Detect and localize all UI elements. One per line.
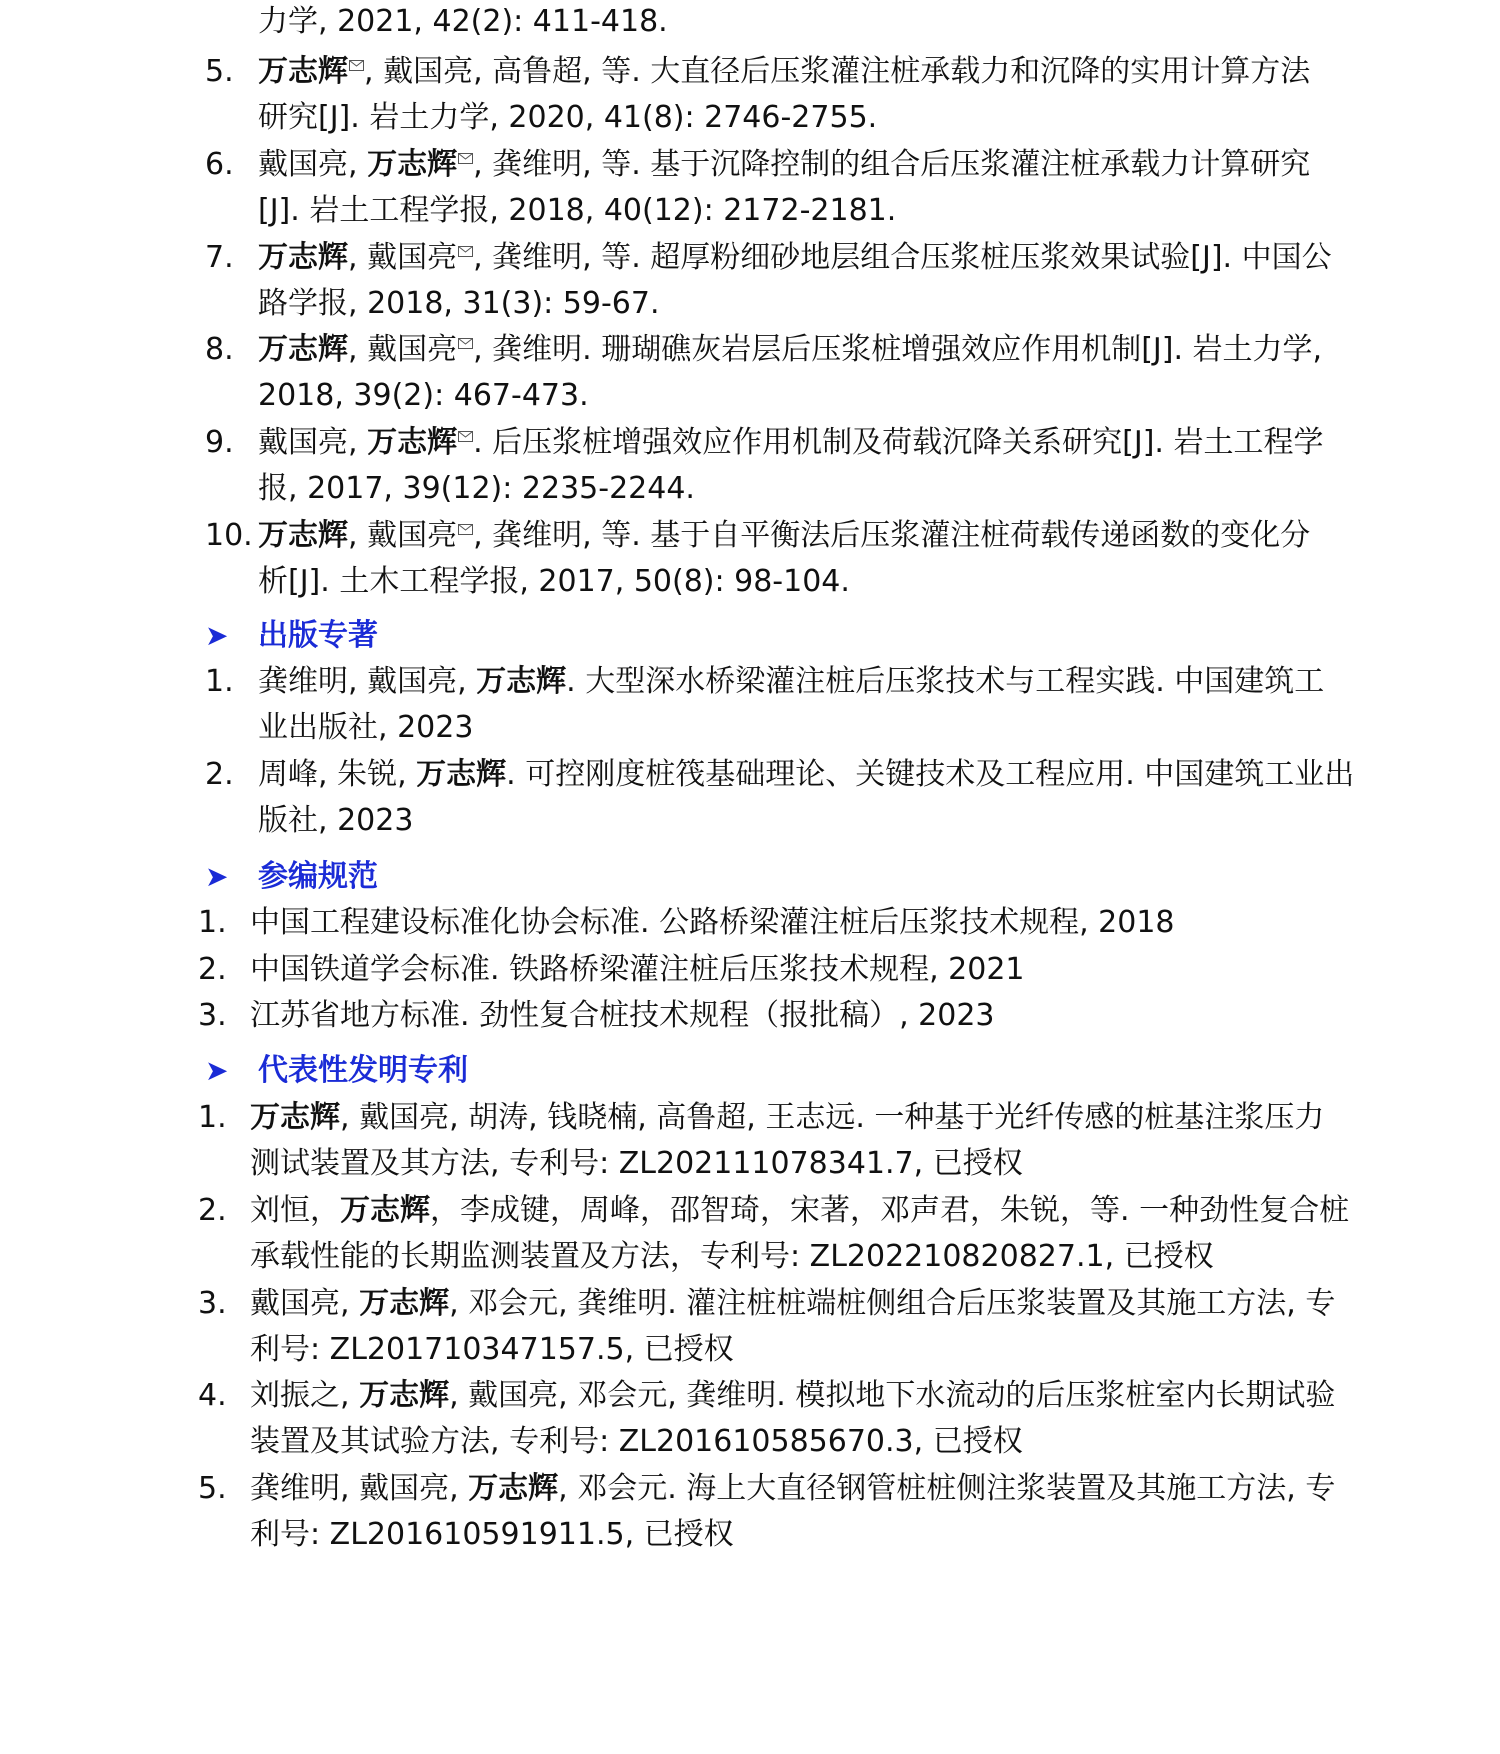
entry-line-2: 析[J]. 土木工程学报, 2017, 50(8): 98-104. <box>258 564 850 599</box>
entry-line-1 <box>258 139 1310 191</box>
entry-text: , 龚维明, 等. 超厚粉细砂地层组合压浆桩压浆效果试验[J]. 中国公 <box>473 240 1332 275</box>
author-highlight: 万志辉 <box>258 518 348 553</box>
author-highlight: 万志辉 <box>258 332 348 367</box>
entry-number: 3. <box>198 1286 227 1321</box>
entry-text: , 戴国亮 <box>348 240 458 275</box>
paper-entry <box>0 139 1500 243</box>
envelope-icon <box>349 60 364 71</box>
entry-number: 6. <box>205 147 234 182</box>
entry-text: . 后压浆桩增强效应作用机制及荷载沉降关系研究[J]. 岩土工程学 <box>473 425 1324 460</box>
entry-number: 2. <box>198 1193 227 1228</box>
continuation-line: 力学, 2021, 42(2): 411-418. <box>258 4 668 39</box>
entry-text: 龚维明, 戴国亮, <box>250 1471 469 1506</box>
entry-number: 5. <box>198 1471 227 1506</box>
entry-text: 刘振之, <box>250 1378 360 1413</box>
author-highlight: 万志辉 <box>258 54 348 89</box>
entry-number: 5. <box>205 54 234 89</box>
entry-line-1 <box>258 749 1354 801</box>
entry-text: 刘恒， <box>250 1193 340 1228</box>
entry-text: 戴国亮, <box>258 147 368 182</box>
envelope-icon <box>458 338 473 349</box>
entry-number: 1. <box>205 664 234 699</box>
entry-number: 4. <box>198 1378 227 1413</box>
envelope-icon <box>458 431 473 442</box>
patent-entry <box>0 1370 1500 1474</box>
author-highlight: 万志辉 <box>468 1471 559 1506</box>
section-heading-books <box>0 610 1500 662</box>
entry-line-1 <box>250 1463 1335 1515</box>
entry-line-1 <box>258 656 1324 708</box>
entry-text: 中国铁道学会标准. 铁路桥梁灌注桩后压浆技术规程, 2021 <box>250 952 1025 987</box>
entry-number: 3. <box>198 998 227 1033</box>
paper-entry <box>0 510 1500 614</box>
envelope-icon <box>458 153 473 164</box>
author-highlight: 万志辉 <box>258 240 348 275</box>
entry-text: 戴国亮, <box>250 1286 360 1321</box>
envelope-icon <box>458 524 473 535</box>
entry-number: 1. <box>198 905 227 940</box>
entry-line-2: 承载性能的长期监测装置及方法，专利号: ZL202210820827.1, 已授权 <box>250 1239 1214 1274</box>
entry-text: 戴国亮, <box>258 425 368 460</box>
author-highlight: 万志辉 <box>340 1193 430 1228</box>
arrow-bullet-icon: ➤ <box>205 619 229 652</box>
entry-line-2: 装置及其试验方法, 专利号: ZL201610585670.3, 已授权 <box>250 1424 1023 1459</box>
entry-text: , 戴国亮, 高鲁超, 等. 大直径后压浆灌注桩承载力和沉降的实用计算方法 <box>364 54 1311 89</box>
section-title: 参编规范 <box>258 859 378 894</box>
entry-line-2: 版社, 2023 <box>258 803 414 838</box>
entry-number: 7. <box>205 240 234 275</box>
entry-line-1 <box>258 46 1310 98</box>
entry-text: 周峰, 朱锐, <box>258 757 417 792</box>
entry-text: , 邓会元, 龚维明. 灌注桩桩端桩侧组合后压浆装置及其施工方法, 专 <box>449 1286 1336 1321</box>
standard-entry <box>0 897 1500 949</box>
entry-line-1 <box>250 1092 1324 1144</box>
section-heading-standards <box>0 851 1500 903</box>
entry-text: , 戴国亮 <box>348 518 458 553</box>
author-highlight: 万志辉 <box>416 757 507 792</box>
arrow-bullet-icon: ➤ <box>205 860 229 893</box>
patent-entry <box>0 1092 1500 1196</box>
entry-text: , 戴国亮, 胡涛, 钱晓楠, 高鲁超, 王志远. 一种基于光纤传感的桩基注浆压力 <box>340 1100 1325 1135</box>
entry-line-2: 利号: ZL201610591911.5, 已授权 <box>250 1517 734 1552</box>
entry-line-1 <box>250 1370 1335 1422</box>
standard-entry <box>0 990 1500 1042</box>
entry-number: 1. <box>198 1100 227 1135</box>
entry-number: 9. <box>205 425 234 460</box>
entry-text: , 戴国亮, 邓会元, 龚维明. 模拟地下水流动的后压浆桩室内长期试验 <box>449 1378 1336 1413</box>
author-highlight: 万志辉 <box>359 1286 450 1321</box>
entry-line-1 <box>258 510 1310 562</box>
section-title: 代表性发明专利 <box>258 1053 468 1088</box>
entry-text: , 邓会元. 海上大直径钢管桩桩侧注浆装置及其施工方法, 专 <box>558 1471 1336 1506</box>
entry-line-1 <box>258 324 1322 376</box>
author-highlight: 万志辉 <box>476 664 567 699</box>
author-highlight: 万志辉 <box>359 1378 450 1413</box>
entry-line-2: [J]. 岩土工程学报, 2018, 40(12): 2172-2181. <box>258 193 897 228</box>
entry-line-2: 研究[J]. 岩土力学, 2020, 41(8): 2746-2755. <box>258 100 878 135</box>
paper-entry <box>0 324 1500 428</box>
entry-text: 江苏省地方标准. 劲性复合桩技术规程（报批稿）, 2023 <box>250 998 995 1033</box>
entry-text: , 龚维明, 等. 基于自平衡法后压浆灌注桩荷载传递函数的变化分 <box>473 518 1311 553</box>
paper-entry <box>0 417 1500 521</box>
patent-entry <box>0 1278 1500 1382</box>
paper-entry <box>0 46 1500 150</box>
section-title: 出版专著 <box>258 618 378 653</box>
entry-text: 龚维明, 戴国亮, <box>258 664 477 699</box>
entry-number: 2. <box>205 757 234 792</box>
author-highlight: 万志辉 <box>250 1100 340 1135</box>
entry-text: . 大型深水桥梁灌注桩后压浆技术与工程实践. 中国建筑工 <box>566 664 1325 699</box>
arrow-bullet-icon: ➤ <box>205 1054 229 1087</box>
entry-text: 中国工程建设标准化协会标准. 公路桥梁灌注桩后压浆技术规程, 2018 <box>250 905 1175 940</box>
entry-line-1 <box>258 417 1323 469</box>
book-entry <box>0 749 1500 853</box>
author-highlight: 万志辉 <box>367 147 458 182</box>
entry-line-1 <box>258 232 1332 284</box>
section-heading-patents <box>0 1045 1500 1097</box>
entry-number: 10. <box>205 518 253 553</box>
entry-text: ，李成键，周峰，邵智琦，宋著，邓声君，朱锐，等. 一种劲性复合桩 <box>430 1193 1350 1228</box>
author-highlight: 万志辉 <box>367 425 458 460</box>
patent-entry <box>0 1463 1500 1567</box>
envelope-icon <box>458 246 473 257</box>
entry-number: 2. <box>198 952 227 987</box>
entry-text: . 可控刚度桩筏基础理论、关键技术及工程应用. 中国建筑工业出 <box>506 757 1355 792</box>
standard-entry <box>0 944 1500 996</box>
book-entry <box>0 656 1500 760</box>
entry-text: , 龚维明. 珊瑚礁灰岩层后压浆桩增强效应作用机制[J]. 岩土力学, <box>473 332 1323 367</box>
entry-line-1 <box>250 1278 1335 1330</box>
entry-line-2: 2018, 39(2): 467-473. <box>258 378 589 413</box>
entry-number: 8. <box>205 332 234 367</box>
entry-line-2: 利号: ZL201710347157.5, 已授权 <box>250 1332 734 1367</box>
paper-entry <box>0 232 1500 336</box>
entry-line-2: 报, 2017, 39(12): 2235-2244. <box>258 471 695 506</box>
entry-line-1 <box>250 1185 1349 1237</box>
entry-text: , 龚维明, 等. 基于沉降控制的组合后压浆灌注桩承载力计算研究 <box>473 147 1311 182</box>
entry-line-2: 路学报, 2018, 31(3): 59-67. <box>258 286 660 321</box>
patent-entry <box>0 1185 1500 1289</box>
entry-line-2: 测试装置及其方法, 专利号: ZL202111078341.7, 已授权 <box>250 1146 1023 1181</box>
entry-text: , 戴国亮 <box>348 332 458 367</box>
entry-line-2: 业出版社, 2023 <box>258 710 474 745</box>
